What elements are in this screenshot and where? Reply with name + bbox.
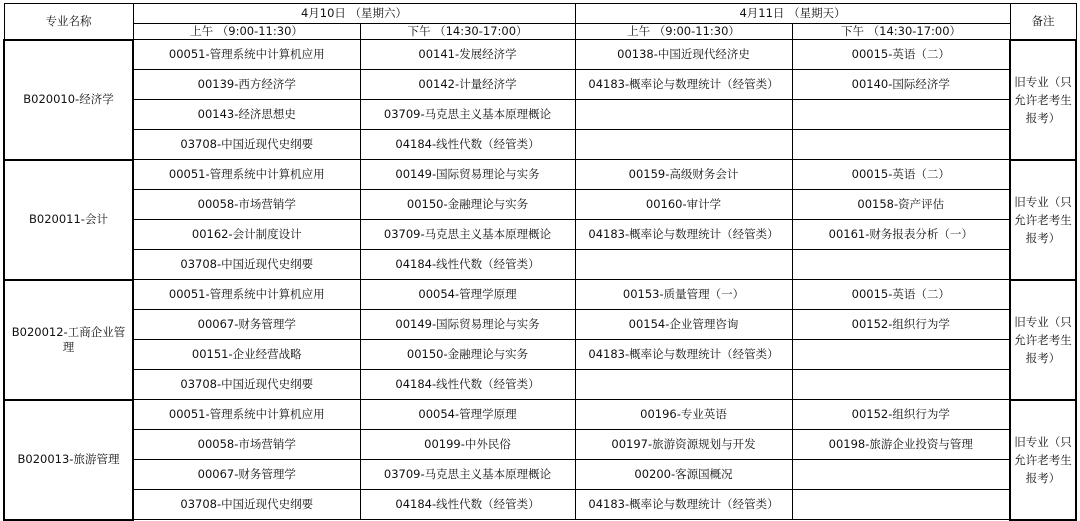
day1-am-header: 上午 （9:00-11:30） <box>133 24 360 40</box>
course-cell: 03708-中国近现代史纲要 <box>133 490 360 520</box>
major-name-header: 专业名称 <box>4 4 133 40</box>
course-cell: 00051-管理系统中计算机应用 <box>133 280 360 310</box>
course-cell: 00015-英语（二） <box>792 40 1010 70</box>
course-cell: 00141-发展经济学 <box>360 40 575 70</box>
course-cell: 03709-马克思主义基本原理概论 <box>360 100 575 130</box>
day2-pm-header: 下午 （14:30-17:00） <box>792 24 1010 40</box>
table-row <box>4 280 1076 310</box>
course-cell: 00054-管理学原理 <box>360 280 575 310</box>
course-cell: 03709-马克思主义基本原理概论 <box>360 220 575 250</box>
course-cell: 00149-国际贸易理论与实务 <box>360 310 575 340</box>
major-name-cell: B020012-工商企业管理 <box>4 280 133 400</box>
table-row <box>4 190 1076 220</box>
table-row <box>4 490 1076 520</box>
course-cell: 00140-国际经济学 <box>792 70 1010 100</box>
schedule-body <box>4 40 1076 520</box>
day2-am-header: 上午 （9:00-11:30） <box>575 24 792 40</box>
course-cell: 03708-中国近现代史纲要 <box>133 250 360 280</box>
day1-header: 4月10日 （星期六） <box>133 4 575 24</box>
table-row <box>4 70 1076 100</box>
course-cell <box>792 130 1010 160</box>
course-cell: 04183-概率论与数理统计（经管类） <box>575 490 792 520</box>
course-cell: 04184-线性代数（经管类） <box>360 370 575 400</box>
note-cell: 旧专业（只允许老考生报考） <box>1010 160 1076 280</box>
course-cell: 03708-中国近现代史纲要 <box>133 130 360 160</box>
note-cell: 旧专业（只允许老考生报考） <box>1010 280 1076 400</box>
major-name-cell: B020013-旅游管理 <box>4 400 133 520</box>
course-cell: 04183-概率论与数理统计（经管类） <box>575 340 792 370</box>
table-row <box>4 100 1076 130</box>
course-cell: 00138-中国近现代经济史 <box>575 40 792 70</box>
course-cell <box>575 370 792 400</box>
course-cell: 00067-财务管理学 <box>133 460 360 490</box>
course-cell: 00051-管理系统中计算机应用 <box>133 40 360 70</box>
table-row <box>4 130 1076 160</box>
course-cell: 04184-线性代数（经管类） <box>360 250 575 280</box>
course-cell: 00161-财务报表分析（一） <box>792 220 1010 250</box>
course-cell <box>792 460 1010 490</box>
table-row <box>4 310 1076 340</box>
day2-header: 4月11日 （星期天） <box>575 4 1010 24</box>
course-cell: 00150-金融理论与实务 <box>360 190 575 220</box>
day1-pm-header: 下午 （14:30-17:00） <box>360 24 575 40</box>
header-row-sessions <box>4 24 1076 40</box>
table-row <box>4 40 1076 70</box>
course-cell: 00142-计量经济学 <box>360 70 575 100</box>
course-cell: 00152-组织行为学 <box>792 400 1010 430</box>
course-cell: 00197-旅游资源规划与开发 <box>575 430 792 460</box>
course-cell: 00196-专业英语 <box>575 400 792 430</box>
course-cell: 00015-英语（二） <box>792 280 1010 310</box>
table-row <box>4 250 1076 280</box>
course-cell <box>792 490 1010 520</box>
note-header: 备注 <box>1010 4 1076 40</box>
course-cell <box>792 340 1010 370</box>
course-cell: 00154-企业管理咨询 <box>575 310 792 340</box>
course-cell: 00199-中外民俗 <box>360 430 575 460</box>
course-cell <box>792 100 1010 130</box>
course-cell <box>575 100 792 130</box>
table-row <box>4 400 1076 430</box>
course-cell: 00051-管理系统中计算机应用 <box>133 160 360 190</box>
course-cell <box>575 250 792 280</box>
course-cell: 03708-中国近现代史纲要 <box>133 370 360 400</box>
course-cell: 00143-经济思想史 <box>133 100 360 130</box>
course-cell: 00152-组织行为学 <box>792 310 1010 340</box>
course-cell: 00150-金融理论与实务 <box>360 340 575 370</box>
course-cell <box>792 250 1010 280</box>
course-cell: 00198-旅游企业投资与管理 <box>792 430 1010 460</box>
course-cell: 00051-管理系统中计算机应用 <box>133 400 360 430</box>
course-cell: 00158-资产评估 <box>792 190 1010 220</box>
major-name-cell: B020010-经济学 <box>4 40 133 160</box>
course-cell: 00160-审计学 <box>575 190 792 220</box>
course-cell <box>575 130 792 160</box>
course-cell: 00200-客源国概况 <box>575 460 792 490</box>
course-cell: 00139-西方经济学 <box>133 70 360 100</box>
table-row <box>4 430 1076 460</box>
table-row <box>4 460 1076 490</box>
exam-schedule-table <box>3 3 1077 521</box>
course-cell: 00058-市场营销学 <box>133 430 360 460</box>
table-row <box>4 160 1076 190</box>
course-cell: 04183-概率论与数理统计（经管类） <box>575 70 792 100</box>
course-cell: 00151-企业经营战略 <box>133 340 360 370</box>
table-row <box>4 220 1076 250</box>
course-cell: 00153-质量管理（一） <box>575 280 792 310</box>
note-cell: 旧专业（只允许老考生报考） <box>1010 40 1076 160</box>
course-cell: 00149-国际贸易理论与实务 <box>360 160 575 190</box>
course-cell: 04183-概率论与数理统计（经管类） <box>575 220 792 250</box>
course-cell <box>792 370 1010 400</box>
course-cell: 00159-高级财务会计 <box>575 160 792 190</box>
course-cell: 00067-财务管理学 <box>133 310 360 340</box>
table-row <box>4 370 1076 400</box>
course-cell: 03709-马克思主义基本原理概论 <box>360 460 575 490</box>
course-cell: 00058-市场营销学 <box>133 190 360 220</box>
header-row-dates <box>4 4 1076 24</box>
course-cell: 00162-会计制度设计 <box>133 220 360 250</box>
table-row <box>4 340 1076 370</box>
course-cell: 00015-英语（二） <box>792 160 1010 190</box>
course-cell: 04184-线性代数（经管类） <box>360 490 575 520</box>
note-cell: 旧专业（只允许老考生报考） <box>1010 400 1076 520</box>
course-cell: 00054-管理学原理 <box>360 400 575 430</box>
major-name-cell: B020011-会计 <box>4 160 133 280</box>
course-cell: 04184-线性代数（经管类） <box>360 130 575 160</box>
